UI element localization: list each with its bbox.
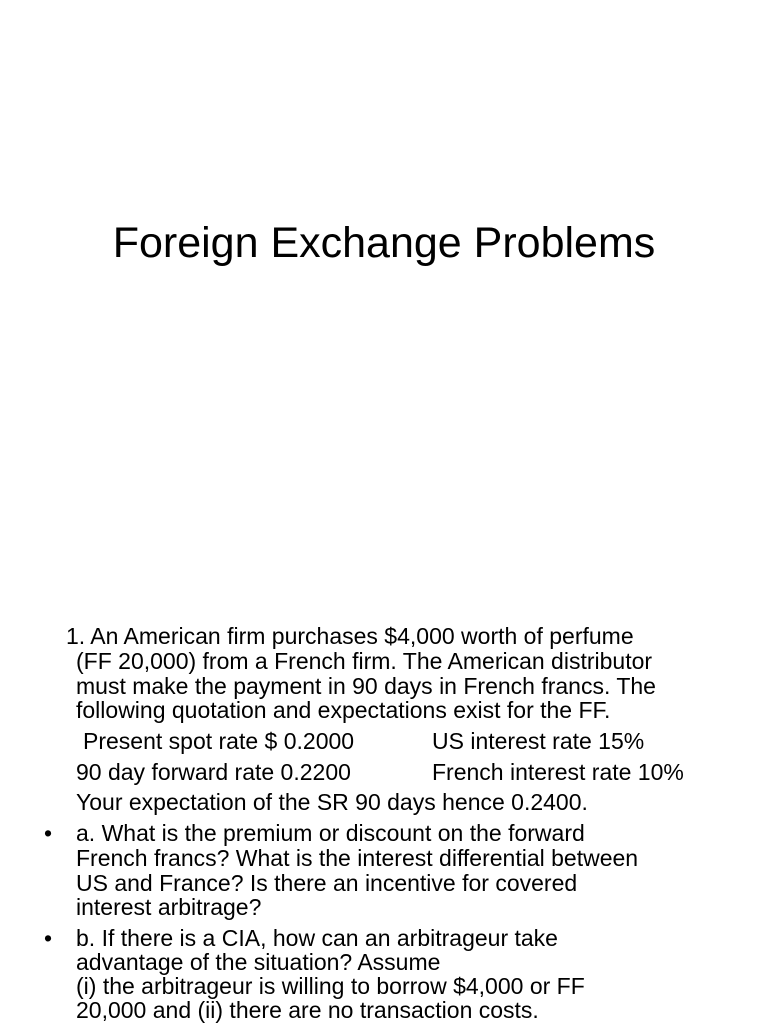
question-a-line: interest arbitrage? (76, 894, 262, 920)
slide-title: Foreign Exchange Problems (112, 219, 656, 267)
question-b-line: advantage of the situation? Assume (76, 949, 441, 975)
question-b-line: (i) the arbitrageur is willing to borrow $4,000 or FF (76, 973, 585, 999)
spot-rate: Present spot rate $ 0.2000 (83, 728, 355, 754)
problem-intro-line: (FF 20,000) from a French firm. The American distributor (76, 648, 653, 674)
us-interest-rate: US interest rate 15% (432, 728, 645, 754)
question-b-line: 20,000 and (ii) there are no transaction costs. (76, 997, 539, 1023)
bullet-icon: • (44, 925, 53, 951)
problem-intro-line: following quotation and expectations exist for the FF. (76, 697, 611, 723)
forward-rate: 90 day forward rate 0.2200 (76, 759, 351, 785)
problem-intro-line: 1. An American firm purchases $4,000 worth of perfume (66, 623, 634, 649)
question-b-line: b. If there is a CIA, how can an arbitrageur take (76, 925, 558, 951)
bullet-icon: • (44, 820, 53, 846)
question-a-line: US and France? Is there an incentive for covered (76, 870, 578, 896)
question-a-line: a. What is the premium or discount on the forward (76, 820, 585, 846)
french-interest-rate: French interest rate 10% (432, 759, 684, 785)
problem-intro-line: must make the payment in 90 days in French francs. The (76, 673, 656, 699)
spot-rate-expectation: Your expectation of the SR 90 days hence 0.2400. (76, 789, 588, 815)
question-a-line: French francs? What is the interest differential between (76, 845, 639, 871)
